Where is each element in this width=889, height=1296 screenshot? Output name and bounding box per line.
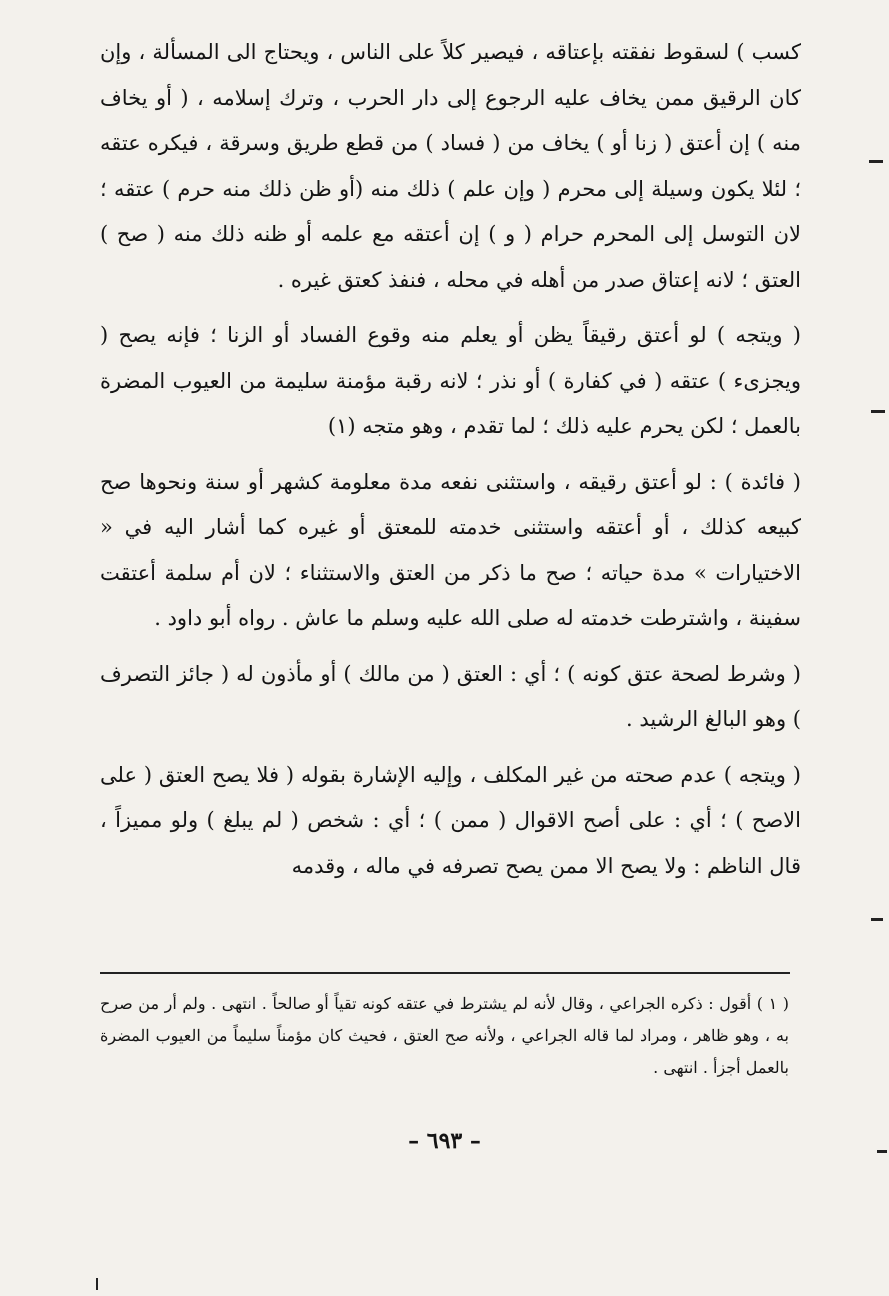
- footnote-1: ( ١ ) أقول : ذكره الجراعي ، وقال لأنه لم يشترط في عتقه كونه تقياً أو صالحاً . انتهى . ولم أر من صرح به ، وهو ظاهر ، ومراد لما قاله الجراعي ، ولأنه صح العتق ، فحيث كان مؤمناً سليماً من العيوب المضرة بالعمل أجزأ . انتهى .: [100, 994, 790, 1077]
- scan-mark: [877, 1150, 887, 1153]
- paragraph-1: كسب ) لسقوط نفقته بإعتاقه ، فيصير كلاً على الناس ، ويحتاج الى المسألة ، وإن كان الرقيق ممن يخاف عليه الرجوع إلى دار الحرب ، وترك إسلامه ، ( أو يخاف منه ) إن أعتق ( زنا أو ) يخاف من ( فساد ) من قطع طريق وسرقة ، فيكره عتقه ؛ لئلا يكون وسيلة إلى محرم ( وإن علم ) ذلك منه (أو ظن ذلك منه حرم ) عتقه ؛ لان التوسل إلى المحرم حرام ( و ) إن أعتقه مع علمه أو ظنه ذلك منه ( صح ) العتق ؛ لانه إعتاق صدر من أهله في محله ، فنفذ كعتق غيره .: [100, 40, 801, 292]
- paragraph-4: ( وشرط لصحة عتق كونه ) ؛ أي : العتق ( من مالك ) أو مأذون له ( جائز التصرف ) وهو البالغ الرشيد .: [100, 661, 801, 731]
- footnote-divider: [100, 972, 790, 974]
- scan-mark: [871, 410, 885, 413]
- scan-mark: [871, 918, 883, 921]
- footnotes: [100, 988, 789, 1084]
- paragraph-2: ( ويتجه ) لو أعتق رقيقاً يظن أو يعلم منه وقوع الفساد أو الزنا ؛ فإنه يصح ( ويجزىء ) عتقه ( في كفارة ) أو نذر ؛ لانه رقبة مؤمنة سليمة من العيوب المضرة بالعمل ؛ لكن يحرم عليه ذلك ؛ لما تقدم ، وهو متجه (١): [100, 323, 801, 438]
- paragraph-5: ( ويتجه ) عدم صحته من غير المكلف ، وإليه الإشارة بقوله ( فلا يصح العتق ( على الاصح ) ؛ أي : على أصح الاقوال ( ممن ) ؛ أي : شخص ( لم يبلغ ) ولو مميزاً ، قال الناظم : ولا يصح الا ممن يصح تصرفه في ماله ، وقدمه: [100, 762, 801, 878]
- page-number: – ٦٩٣ –: [408, 1128, 481, 1154]
- scan-mark: [96, 1278, 98, 1290]
- scan-mark: [869, 160, 883, 163]
- paragraph-3: ( فائدة ) : لو أعتق رقيقه ، واستثنى نفعه مدة معلومة كشهر أو سنة ونحوها صح كبيعه كذلك ، أو أعتقه واستثنى خدمته للمعتق أو غيره كما أشار اليه في « الاختيارات » مدة حياته ؛ صح ما ذكر من العتق والاستثناء ؛ لان أم سلمة أعتقت سفينة ، واشترطت خدمته له صلى الله عليه وسلم ما عاش . رواه أبو داود .: [100, 469, 801, 630]
- main-text: [100, 30, 801, 889]
